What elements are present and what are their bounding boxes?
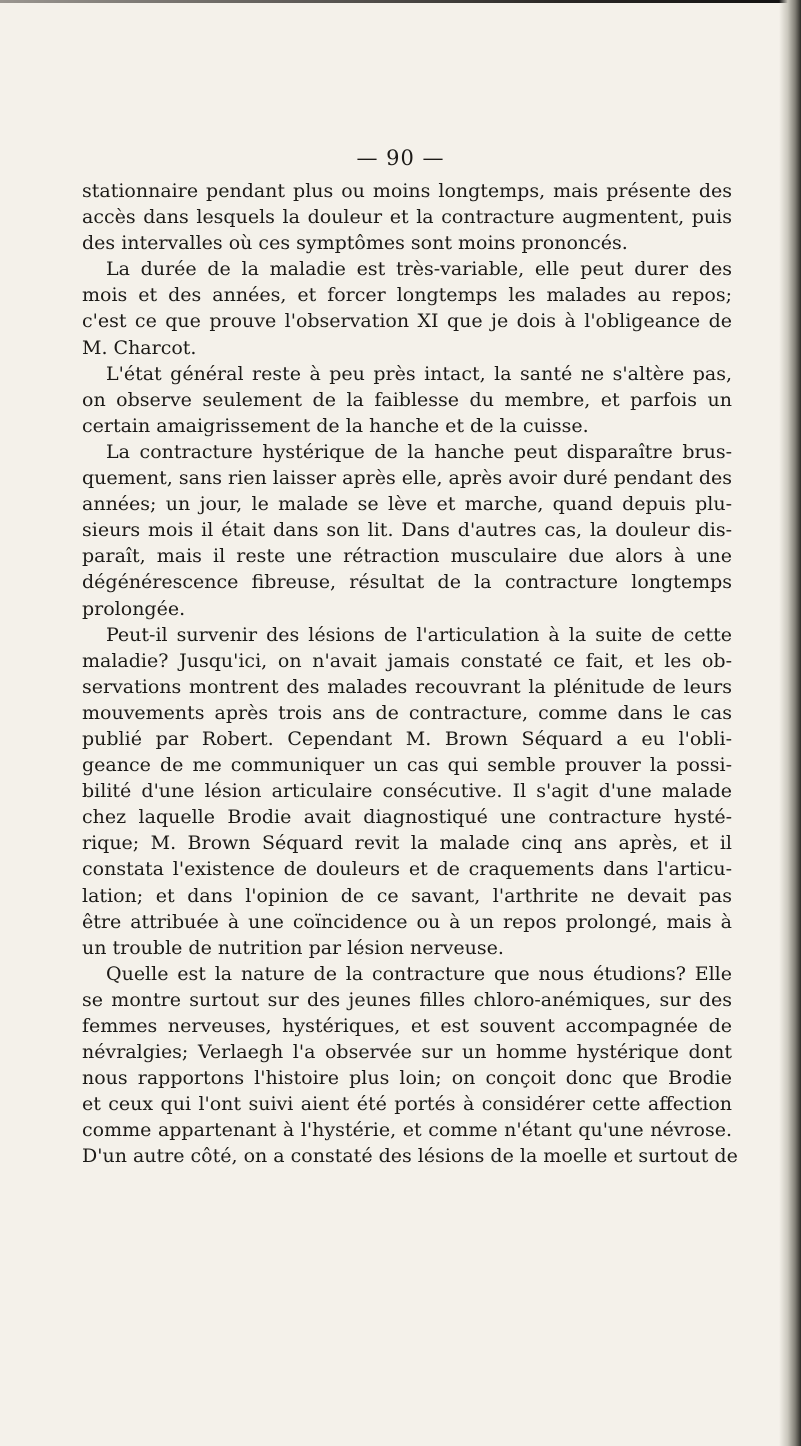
scan-top-edge xyxy=(0,0,801,3)
text-line: bilité d'une lésion articulaire consécutive. Il s'agit d'une malade xyxy=(82,780,732,803)
text-line: servations montrent des malades recouvrant la plénitude de leurs xyxy=(82,675,732,698)
text-line: publié par Robert. Cependant M. Brown Séquard a eu l'obli- xyxy=(82,727,732,750)
text-line: dégénérescence fibreuse, résultat de la contracture longtemps xyxy=(82,571,732,594)
text-line: lation; et dans l'opinion de ce savant, l'arthrite ne devait pas xyxy=(82,884,732,907)
text-line: geance de me communiquer un cas qui semble prouver la possi- xyxy=(82,754,732,777)
text-line: La durée de la maladie est très-variable, elle peut durer des xyxy=(106,258,732,281)
text-line: comme appartenant à l'hystérie, et comme n'étant qu'une névrose. xyxy=(82,1119,732,1142)
text-line: Peut-il survenir des lésions de l'articulation à la suite de cette xyxy=(106,623,732,646)
text-line: L'état général reste à peu près intact, la santé ne s'altère pas, xyxy=(106,362,732,385)
text-line: Quelle est la nature de la contracture que nous étudions? Elle xyxy=(106,962,732,985)
scan-binding-shadow xyxy=(779,0,801,1446)
text-line: années; un jour, le malade se lève et marche, quand depuis plu- xyxy=(82,493,732,516)
page-number: — 90 — xyxy=(356,146,445,170)
text-line: des intervalles où ces symptômes sont moins prononcés. xyxy=(82,232,628,255)
text-line: mois et des années, et forcer longtemps les malades au repos; xyxy=(82,284,732,307)
text-line: être attribuée à une coïncidence ou à un repos prolongé, mais à xyxy=(82,910,732,933)
text-line: paraît, mais il reste une rétraction musculaire due alors à une xyxy=(82,545,732,568)
text-line: certain amaigrissement de la hanche et de la cuisse. xyxy=(82,414,589,437)
text-line: névralgies; Verlaegh l'a observée sur un homme hystérique dont xyxy=(82,1041,732,1064)
text-line: on observe seulement de la faiblesse du membre, et parfois un xyxy=(82,388,732,411)
text-line: sieurs mois il était dans son lit. Dans d'autres cas, la douleur dis- xyxy=(82,519,732,542)
text-line: La contracture hystérique de la hanche peut disparaître brus- xyxy=(106,440,732,463)
text-line: chez laquelle Brodie avait diagnostiqué une contracture hysté- xyxy=(82,806,732,829)
text-line: prolongée. xyxy=(82,597,186,620)
text-line: femmes nerveuses, hystériques, et est souvent accompagnée de xyxy=(82,1015,732,1037)
text-line: nous rapportons l'histoire plus loin; on conçoit donc que Brodie xyxy=(82,1067,732,1090)
text-line: stationnaire pendant plus ou moins longtemps, mais présente des xyxy=(82,180,732,202)
text-line: et ceux qui l'ont suivi aient été portés à considérer cette affection xyxy=(82,1093,732,1116)
text-line: c'est ce que prouve l'observation XI que je dois à l'obligeance de xyxy=(82,310,732,333)
text-line: se montre surtout sur des jeunes filles chloro-anémiques, sur des xyxy=(82,988,732,1011)
text-line: accès dans lesquels la douleur et la contracture augmentent, puis xyxy=(82,206,732,229)
text-line: constata l'existence de douleurs et de craquements dans l'articu- xyxy=(82,858,732,881)
text-line: quement, sans rien laisser après elle, après avoir duré pendant des xyxy=(82,467,732,490)
text-line: un trouble de nutrition par lésion nerveuse. xyxy=(82,936,504,959)
text-line: rique; M. Brown Séquard revit la malade cinq ans après, et il xyxy=(82,832,732,855)
body-text xyxy=(82,178,738,1170)
text-line: maladie? Jusqu'ici, on n'avait jamais constaté ce fait, et les ob- xyxy=(82,649,732,672)
text-line: D'un autre côté, on a constaté des lésions de la moelle et surtout de xyxy=(82,1145,738,1168)
text-line: M. Charcot. xyxy=(82,336,197,359)
text-line: mouvements après trois ans de contracture, comme dans le cas xyxy=(82,701,732,724)
